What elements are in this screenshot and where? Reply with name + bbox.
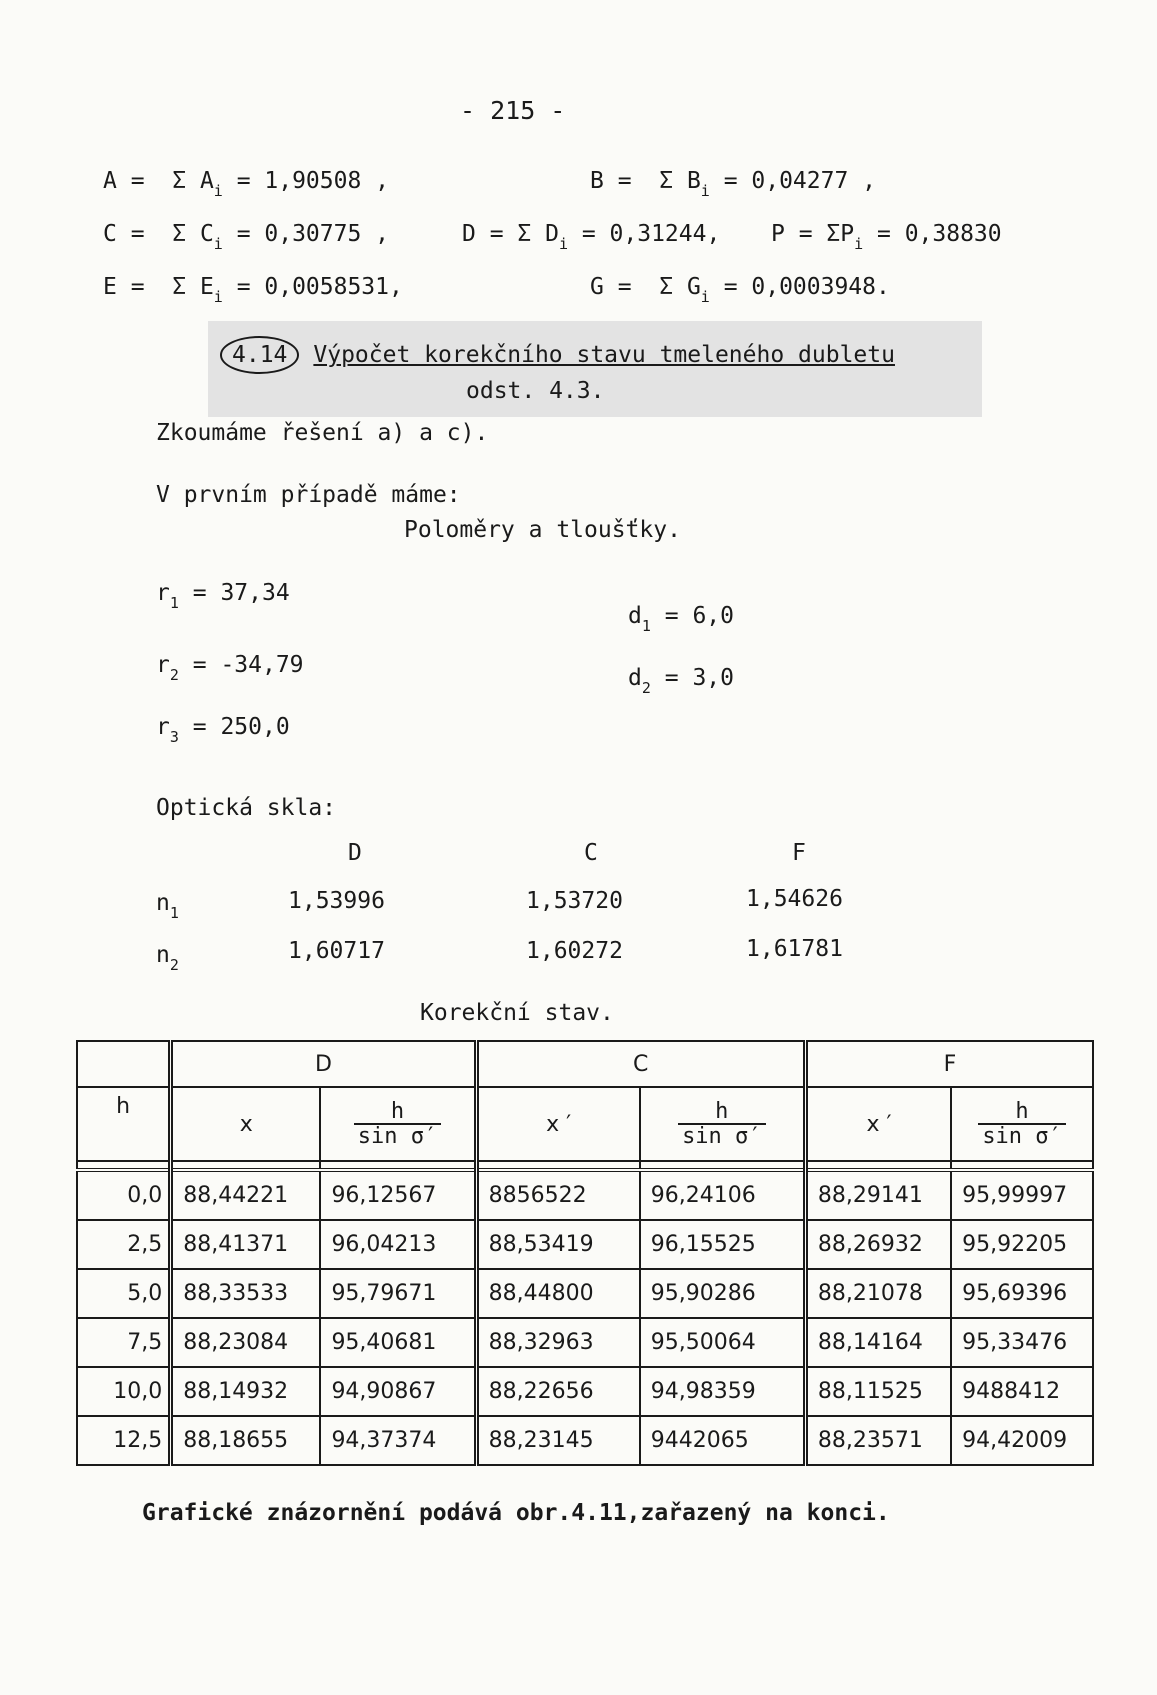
radius-3: $r_3 = 250,0$ — [156, 714, 290, 746]
glass-row-n2-label: $n_2$ — [156, 942, 179, 974]
table-row: 5,0 88,33533 95,79671 88,44800 95,90286 88,21078 95,69396 — [77, 1269, 1093, 1318]
table-row: 12,5 88,18655 94,37374 88,23145 9442065 88,23571 94,42009 — [77, 1416, 1093, 1465]
group-header-f: F — [805, 1041, 1093, 1087]
thickness-1: $d_1 = 6,0$ — [628, 603, 734, 635]
table-column-header — [77, 1087, 1093, 1161]
glass-n1-f: 1,54626 — [746, 886, 843, 912]
table-row: 7,5 88,23084 95,40681 88,32963 95,50064 88,14164 95,33476 — [77, 1318, 1093, 1367]
examine-text: Zkoumáme řešení a) a c). — [156, 420, 489, 446]
glasses-title: Optická skla: — [156, 795, 337, 821]
column-header-x-d: x — [171, 1087, 321, 1161]
glass-n1-d: 1,53996 — [288, 888, 385, 914]
glass-header-d: D — [348, 840, 362, 866]
sum-c: C = Σ $C_i = 0,30775$ , — [103, 221, 390, 253]
column-header-frac-c: $\frac{h}{\text{sin σ′}}$ — [640, 1087, 806, 1161]
group-header-d: D — [171, 1041, 476, 1087]
section-subtitle: odst. 4.3. — [466, 378, 605, 404]
radii-title: Poloměry a tloušťky. — [404, 517, 681, 543]
column-header-frac-d: $\frac{h}{\text{sin σ′}}$ — [320, 1087, 476, 1161]
thickness-2: $d_2 = 3,0$ — [628, 665, 734, 697]
table-title: Korekční stav. — [420, 1000, 614, 1026]
sum-b: B = Σ $B_i = 0,04277$ , — [590, 168, 877, 200]
glass-n1-c: 1,53720 — [526, 888, 623, 914]
table-row: 0,0 88,44221 96,12567 8856522 96,24106 88,29141 95,99997 — [77, 1170, 1093, 1220]
section-heading — [220, 336, 895, 374]
section-number: 4.14 — [220, 336, 299, 374]
radius-1: $r_1 = 37,34$ — [156, 580, 290, 612]
column-header-frac-f: $\frac{h}{\text{sin σ′}}$ — [951, 1087, 1093, 1161]
corner-cell — [77, 1041, 171, 1087]
radius-2: $r_2 = -34,79$ — [156, 652, 304, 684]
correction-table — [76, 1040, 1094, 1466]
glass-n2-d: 1,60717 — [288, 938, 385, 964]
first-case-text: V prvním případě máme: — [156, 482, 461, 508]
column-header-x-c: x ′ — [476, 1087, 640, 1161]
column-header-x-f: x ′ — [805, 1087, 951, 1161]
section-title: Výpočet korekčního stavu tmeleného dubletu — [313, 342, 895, 368]
table-separator — [77, 1161, 1093, 1170]
glass-n2-c: 1,60272 — [526, 938, 623, 964]
sum-d: D = Σ $D_i = 0,31244$, — [462, 221, 721, 253]
footer-text: Grafické znázornění podává obr.4.11,zařazený na konci. — [142, 1500, 890, 1526]
sum-p: $P = \Sigma P_i = 0,38830$ — [771, 221, 1002, 253]
column-header-h: h — [77, 1087, 171, 1161]
group-header-c: C — [476, 1041, 805, 1087]
sum-g: G = Σ $G_i = 0,0003948$. — [590, 274, 890, 306]
glass-row-n1-label: $n_1$ — [156, 890, 179, 922]
table-row: 10,0 88,14932 94,90867 88,22656 94,98359 88,11525 9488412 — [77, 1367, 1093, 1416]
glass-header-c: C — [584, 840, 598, 866]
glass-header-f: F — [792, 840, 806, 866]
table-group-header — [77, 1041, 1093, 1087]
sum-e: E = Σ $E_i = 0,0058531$, — [103, 274, 403, 306]
page-number: - 215 - — [460, 96, 566, 125]
table-row: 2,5 88,41371 96,04213 88,53419 96,15525 88,26932 95,92205 — [77, 1220, 1093, 1269]
sum-a: A = Σ $A_i = 1,90508$ , — [103, 168, 390, 200]
glass-n2-f: 1,61781 — [746, 936, 843, 962]
